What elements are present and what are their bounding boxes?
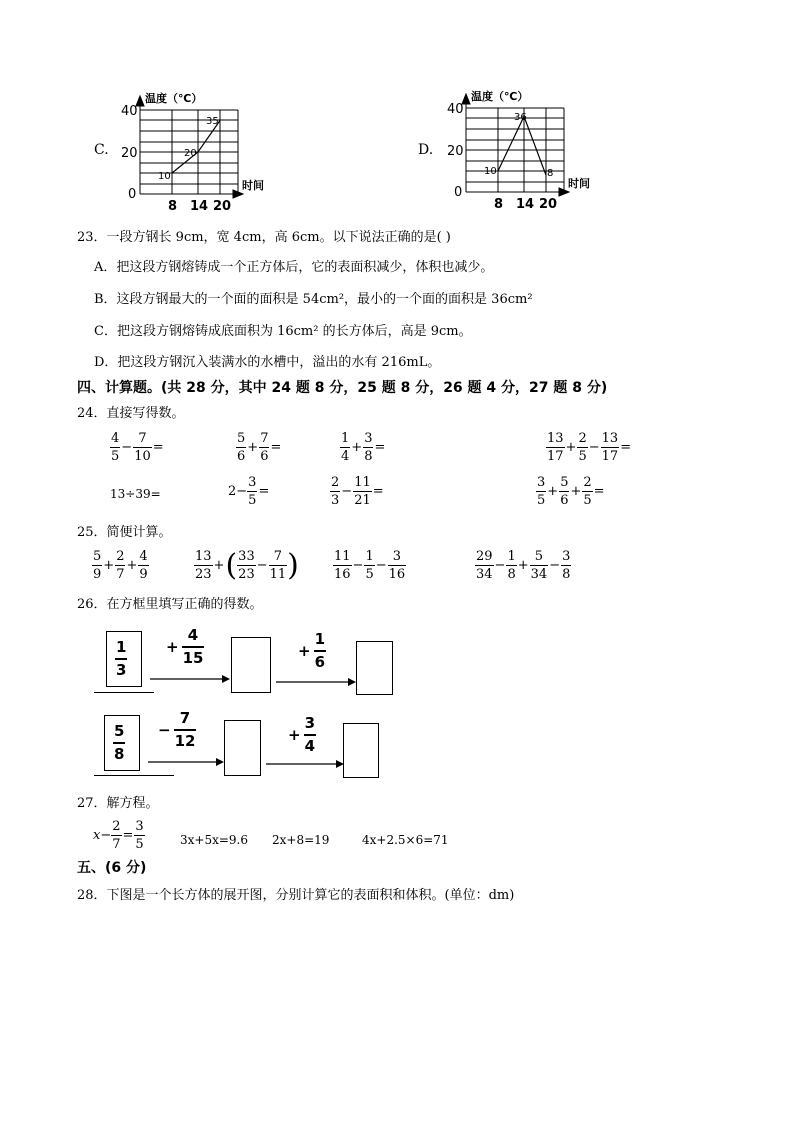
q25-expr-2: $\frac{13}{23}$ + ( $\frac{33}{23}$ − $\frac{7}{11}$ ) — [195, 547, 299, 583]
q24-expr-4: $\frac{13}{17}$ + $\frac{2}{5}$ − $\frac{13}{17}$ = — [547, 431, 632, 464]
chart-d-point-label-2: 36 — [514, 112, 527, 123]
q26-row1-start-box: $\frac{1}{3}$ — [106, 631, 142, 687]
chart-c-ytick-0: 0 — [128, 187, 137, 202]
chart-c-xtick-14: 14 — [190, 199, 209, 213]
q26-row2-answer-box-1[interactable] — [224, 720, 261, 776]
q26-row2-op1: − $\frac{7}{12}$ — [158, 709, 196, 750]
chart-d-x-label: 时间 — [568, 177, 590, 190]
q27-equation-4: 4x+2.5×6=71 — [362, 833, 449, 847]
chart-c-xtick-20: 20 — [213, 199, 232, 213]
chart-c-point-label-1: 10 — [158, 171, 171, 182]
q24-expr-3: $\frac{1}{4}$ + $\frac{3}{8}$ = — [341, 431, 386, 464]
q23-option-d: D．把这段方钢沉入装满水的水槽中，溢出的水有 216mL。 — [94, 355, 441, 370]
q26-row1-baseline — [94, 692, 154, 693]
q26-row1-arrow-1 — [150, 674, 230, 684]
q23-option-c: C．把这段方钢熔铸成底面积为 16cm² 的长方体后，高是 9cm。 — [94, 324, 472, 339]
q26-title: 26．在方框里填写正确的得数。 — [77, 597, 263, 612]
q27-title: 27．解方程。 — [77, 796, 159, 811]
chart-d-ytick-0: 0 — [454, 185, 463, 200]
q24-expr-1: $\frac{4}{5}$ − $\frac{7}{10}$ = — [111, 431, 164, 464]
q26-row2-arrow-2 — [266, 759, 344, 769]
q26-row2-answer-box-2[interactable] — [343, 723, 379, 778]
chart-c-x-label: 时间 — [242, 179, 264, 192]
q26-row1-answer-box-1[interactable] — [231, 637, 271, 693]
chart-d-xtick-20: 20 — [539, 197, 558, 211]
q26-row1-answer-box-2[interactable] — [356, 641, 393, 695]
q26-row2-start-box: $\frac{5}{8}$ — [104, 715, 140, 771]
chart-d-point-label-1: 10 — [484, 166, 497, 177]
chart-c-series-line — [172, 121, 220, 174]
q24-expr-8: $\frac{3}{5}$ + $\frac{5}{6}$ + $\frac{2}{5}$ = — [537, 475, 605, 508]
q26-row1-op1: + $\frac{4}{15}$ — [166, 626, 204, 667]
q26-row1-op2: + $\frac{1}{6}$ — [298, 630, 326, 671]
q25-expr-4: $\frac{29}{34}$ − $\frac{1}{8}$ + $\frac{5}{34}$ − $\frac{3}{8}$ — [476, 549, 571, 582]
section-5-heading: 五、(6 分) — [77, 860, 147, 876]
option-c-label: C. — [94, 142, 109, 158]
chart-d-point-label-3: 8 — [547, 168, 554, 179]
q28-text: 28．下图是一个长方体的展开图，分别计算它的表面积和体积。(单位：dm) — [77, 888, 515, 903]
chart-c-ytick-20: 20 — [121, 146, 138, 161]
chart-d-xtick-14: 14 — [516, 197, 535, 211]
q24-title: 24．直接写得数。 — [77, 406, 185, 421]
q24-expr-5: 13÷39= — [110, 487, 161, 501]
option-d-label: D. — [418, 142, 434, 158]
q24-expr-2: $\frac{5}{6}$ + $\frac{7}{6}$ = — [237, 431, 282, 464]
q27-equation-2: 3x+5x=9.6 — [180, 833, 248, 847]
chart-c-xtick-8: 8 — [168, 199, 178, 213]
q23-option-a: A．把这段方钢熔铸成一个正方体后，它的表面积减少，体积也减少。 — [94, 260, 494, 275]
q25-title: 25．简便计算。 — [77, 525, 172, 540]
chart-d-ytick-40: 40 — [447, 102, 464, 117]
q26-row2-baseline — [94, 775, 174, 776]
q25-expr-3: $\frac{11}{16}$ − $\frac{1}{5}$ − $\frac{3}{16}$ — [334, 549, 406, 582]
chart-c-point-label-2: 20 — [184, 148, 197, 159]
q26-row1-arrow-2 — [276, 677, 356, 687]
chart-d — [444, 86, 624, 211]
chart-d-xtick-8: 8 — [494, 197, 504, 211]
chart-d-ytick-20: 20 — [447, 144, 464, 159]
q27-equation-1: x− $\frac{2}{7}$ = $\frac{3}{5}$ — [93, 819, 144, 852]
q23-option-b: B．这段方钢最大的一个面的面积是 54cm²，最小的一个面的面积是 36cm² — [94, 292, 533, 307]
q23-stem: 23．一段方钢长 9cm，宽 4cm，高 6cm。以下说法正确的是( ) — [77, 230, 451, 245]
chart-d-series-line — [498, 116, 546, 175]
q26-row2-arrow-1 — [148, 757, 224, 767]
chart-c-point-label-3: 35 — [206, 116, 219, 127]
chart-c-ytick-40: 40 — [121, 104, 138, 119]
q24-expr-6: 2− $\frac{3}{5}$ = — [228, 475, 270, 508]
chart-d-y-label: 温度（℃） — [471, 90, 529, 103]
q25-expr-1: $\frac{5}{9}$ + $\frac{2}{7}$ + $\frac{4}{9}$ — [93, 549, 148, 582]
chart-c — [118, 88, 298, 213]
section-4-heading: 四、计算题。(共 28 分，其中 24 题 8 分，25 题 8 分，26 题 4 分，27 题 8 分) — [77, 380, 608, 396]
q26-row2-op2: + $\frac{3}{4}$ — [288, 714, 316, 755]
chart-c-y-label: 温度（℃） — [145, 92, 203, 105]
q24-expr-7: $\frac{2}{3}$ − $\frac{11}{21}$ = — [331, 475, 384, 508]
q27-equation-3: 2x+8=19 — [272, 833, 330, 847]
